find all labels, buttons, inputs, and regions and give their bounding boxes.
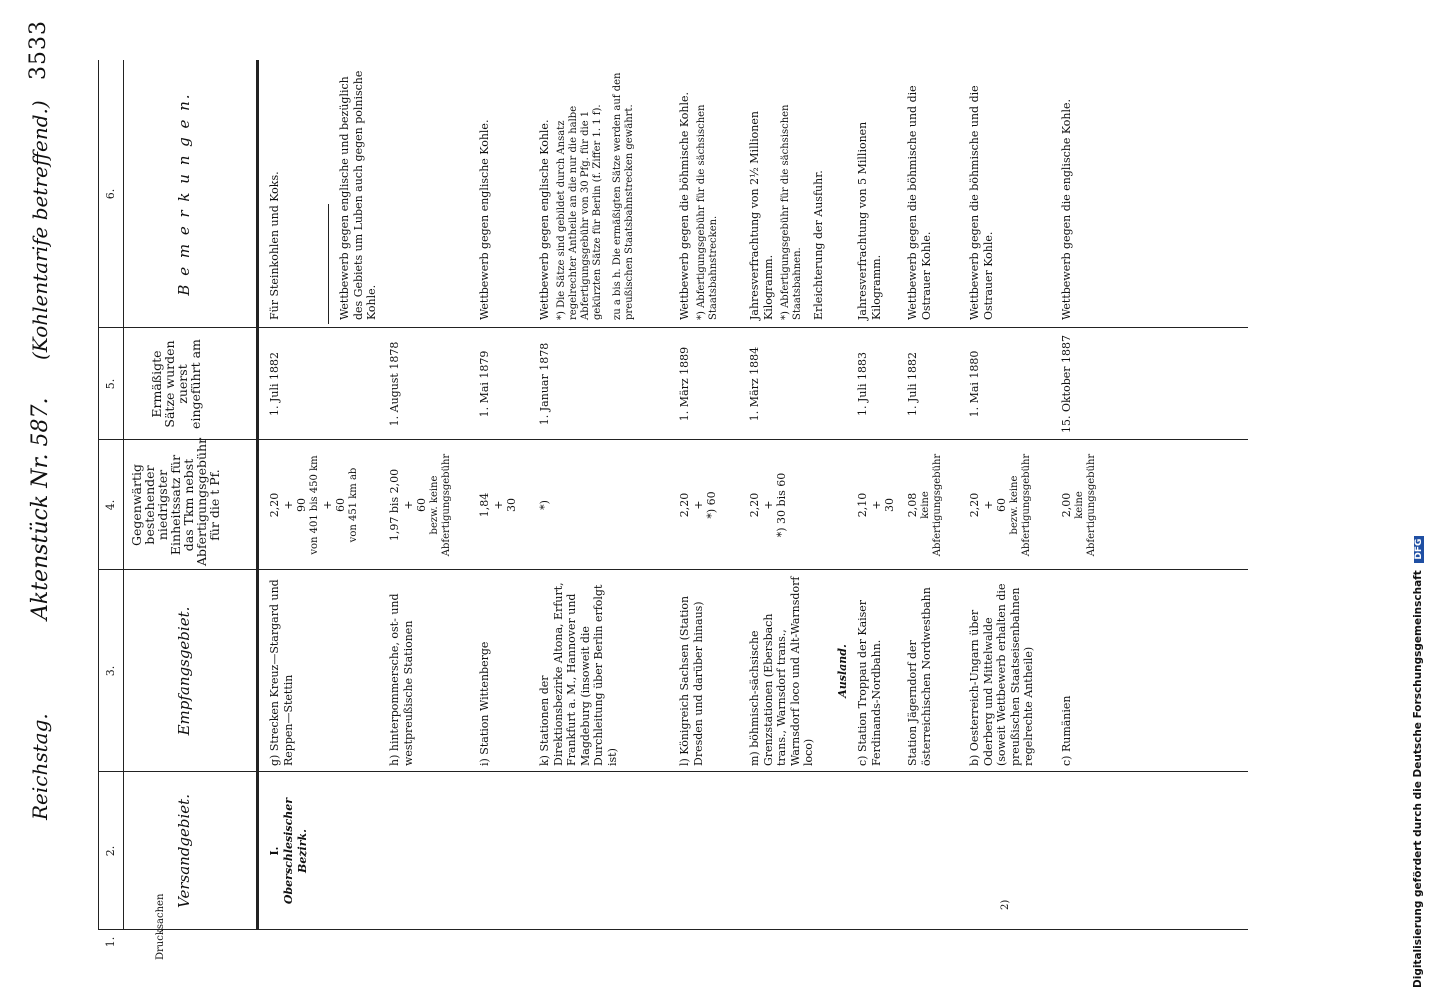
ausland-heading: Ausland. xyxy=(836,644,849,698)
section-number: I. xyxy=(268,846,281,856)
row-jaegerndorf-datum: 1. Juli 1882 xyxy=(906,352,919,417)
row-troppau-datum: 1. Juli 1883 xyxy=(856,352,869,417)
funding-credit-text: Digitalisierung gefördert durch die Deutsche Forschungsgemeinschaft xyxy=(1412,570,1424,988)
header-einheitssatz: Gegenwärtig bestehender niedrigster Einheitssatz für das Tkm nebst Abfertigungsgebühr für die t Pf. xyxy=(129,437,222,566)
row-mark: 2) xyxy=(1000,899,1011,910)
satz-plus: + xyxy=(281,500,295,510)
row-g-satz xyxy=(268,444,360,566)
satz-value: 30 xyxy=(505,498,518,512)
section-title: Oberschlesischer Bezirk. xyxy=(282,797,309,905)
satz-value: 2,20 xyxy=(678,492,691,518)
satz-value: 90 xyxy=(295,498,308,512)
satz-value: 2,20 xyxy=(748,492,761,518)
row-h-empfang: h) hinterpommersche, ost- und westpreußische Stationen xyxy=(388,593,415,766)
row-k-satz: *) xyxy=(538,500,551,510)
header-center: Aktenstück Nr. 587. xyxy=(28,397,53,620)
satz-plus: + xyxy=(761,500,775,510)
satz-plus: + xyxy=(981,500,995,510)
col-divider-3 xyxy=(98,569,1248,570)
col-divider-1 xyxy=(98,929,1248,930)
row-m-bemerkung-1: Jahresverfrachtung von 2½ Millionen Kilogramm. xyxy=(748,111,775,320)
satz-value: 2,08 xyxy=(906,492,919,518)
satz-value: 2,10 xyxy=(856,492,869,518)
row-g-empfang: g) Strecken Kreuz—Stargard und Reppen—Stettin xyxy=(268,579,295,766)
satz-value: 2,00 xyxy=(1060,492,1073,518)
row-k-bemerkung-1: Wettbewerb gegen englische Kohle. xyxy=(538,119,551,320)
header-right: (Kohlentarife betreffend.) xyxy=(28,100,52,360)
satz-value: 1,97 bis 2,00 xyxy=(388,468,401,542)
row-l-datum: 1. März 1889 xyxy=(678,346,691,422)
satz-plus: + xyxy=(401,500,415,510)
row-i-satz xyxy=(478,444,519,566)
row-i-bemerkung: Wettbewerb gegen englische Kohle. xyxy=(478,119,491,320)
row-i-empfang: i) Station Wittenberge xyxy=(478,641,491,766)
satz-value: 60 xyxy=(995,498,1008,512)
row-g-datum: 1. Juli 1882 xyxy=(268,352,281,417)
satz-note: bezw. keine Abfertigungsgebühr xyxy=(428,453,452,557)
satz-value: *) 30 bis 60 xyxy=(775,472,788,538)
row-troppau-satz xyxy=(856,444,897,566)
row-m-empfang: m) böhmisch-sächsische Grenzstationen (Ebersbach trans., Warnsdorf trans., Warnsdorf loco und Alt-Warnsdorf loco) xyxy=(748,576,815,766)
row-k-bemerkung-3: zu a bis h. Die ermäßigten Sätze werden auf den preußischen Staatsbahnstrecken gewährt. xyxy=(612,72,635,320)
satz-value: 60 xyxy=(334,498,347,512)
row-k-empfang: k) Stationen der Direktionsbezirke Altona, Erfurt, Frankfurt a. M., Hannover und Magdeburg (insoweit die Durchleitung über Berlin erfolgt ist) xyxy=(538,582,619,766)
row-rumaenien-satz xyxy=(1060,444,1098,566)
row-troppau-bemerkung: Jahresverfrachtung von 5 Millionen Kilogramm. xyxy=(856,121,883,320)
header-datum: Ermäßigte Sätze wurden zuerst eingeführt am xyxy=(149,339,203,429)
scan-mark: Drucksachen xyxy=(155,893,166,960)
satz-value: 2,20 xyxy=(268,492,281,518)
satz-plus: + xyxy=(320,500,334,510)
col-number-6: 6. xyxy=(104,188,117,200)
row-i-datum: 1. Mai 1879 xyxy=(478,350,491,418)
row-h-satz xyxy=(388,444,453,566)
row-jaegerndorf-bemerkung: Wettbewerb gegen die böhmische und die Ostrauer Kohle. xyxy=(906,85,933,320)
satz-plus: + xyxy=(491,500,505,510)
satz-value: 1,84 xyxy=(478,492,491,518)
row-l-bemerkung-2: *) Abfertigungsgebühr für die sächsischen Staatsbahnstrecken. xyxy=(696,104,719,320)
satz-note: von 401 bis 450 km xyxy=(308,455,320,555)
number-row-rule xyxy=(123,60,124,930)
satz-note: bezw. keine Abfertigungsgebühr xyxy=(1008,453,1032,557)
row-jaegerndorf-satz xyxy=(906,444,944,566)
row-oesterreich-satz xyxy=(968,444,1033,566)
col-number-2: 2. xyxy=(104,845,117,857)
col-number-3: 3. xyxy=(104,665,117,677)
col-number-1: 1. xyxy=(104,936,117,948)
col-divider-5 xyxy=(98,327,1248,328)
row-m-datum: 1. März 1884 xyxy=(748,346,761,422)
row-l-bemerkung-1: Wettbewerb gegen die böhmische Kohle. xyxy=(678,91,691,320)
satz-value: 30 xyxy=(883,498,896,512)
row-g-bemerkung-2: Wettbewerb gegen englische und bezüglich des Gebiets um Luben auch gegen polnische Kohle. xyxy=(338,70,378,320)
satz-note: keine Abfertigungsgebühr xyxy=(1073,453,1097,557)
row-rumaenien-empfang: c) Rumänien xyxy=(1060,695,1073,766)
header-left: Reichstag. xyxy=(28,713,52,820)
col-divider-2 xyxy=(98,771,1248,772)
dfg-logo: DFG xyxy=(1414,536,1424,563)
row-m-bemerkung-2: *) Abfertigungsgebühr für die sächsischen Staatsbahnen. xyxy=(780,104,803,320)
row-k-datum: 1. Januar 1878 xyxy=(538,342,551,426)
row-oesterreich-bemerkung: Wettbewerb gegen die böhmische und die Ostrauer Kohle. xyxy=(968,85,995,320)
row-k-bemerkung-2: *) Die Sätze sind gebildet durch Ansatz regelrechter Antheile an die nur die halbe Abfertigungsgebühr von 30 Pfg. für die 1 gekürzten Sätze für Berlin (f. Ziffer 1. 1 f). xyxy=(556,104,603,320)
row-rumaenien-bemerkung: Wettbewerb gegen die englische Kohle. xyxy=(1060,98,1073,320)
header-bemerkungen: B e m e r k u n g e n. xyxy=(175,92,193,296)
row-troppau-empfang: c) Station Troppau der Kaiser Ferdinands-Nordbahn. xyxy=(856,599,883,766)
col-number-4: 4. xyxy=(104,499,117,511)
row-rumaenien-datum: 15. Oktober 1887 xyxy=(1060,334,1073,434)
col-number-5: 5. xyxy=(104,378,117,390)
header-bottom-rule xyxy=(256,60,259,930)
row-jaegerndorf-empfang: Station Jägerndorf der österreichischen Nordwestbahn xyxy=(906,587,933,766)
satz-note: von 451 km ab xyxy=(347,467,359,543)
row-h-datum: 1. August 1878 xyxy=(388,341,401,427)
row-oesterreich-empfang: b) Oesterreich-Ungarn über Oderberg und Mittelwalde (soweit Wettbewerb erhalten die preußischen Staatseisenbahnen regelrechte Antheile) xyxy=(968,583,1035,766)
top-rule xyxy=(98,60,99,930)
row-m-bemerkung-3: Erleichterung der Ausfuhr. xyxy=(812,170,825,320)
satz-plus: + xyxy=(869,500,883,510)
page-number: 3533 xyxy=(26,20,51,80)
satz-value: *) 60 xyxy=(705,491,718,519)
row-m-satz xyxy=(748,444,789,566)
row-l-empfang: l) Königreich Sachsen (Station Dresden und darüber hinaus) xyxy=(678,595,705,766)
col-divider-4 xyxy=(98,439,1248,440)
header-versandgebiet: Versandgebiet. xyxy=(175,794,193,908)
satz-value: 2,20 xyxy=(968,492,981,518)
satz-value: 60 xyxy=(415,498,428,512)
header-empfangsgebiet: Empfangsgebiet. xyxy=(175,606,193,736)
funding-credit xyxy=(1412,0,1430,1000)
satz-plus: + xyxy=(691,500,705,510)
remark-rule xyxy=(328,204,329,324)
row-oesterreich-datum: 1. Mai 1880 xyxy=(968,350,981,418)
row-g-bemerkung-1: Für Steinkohlen und Koks. xyxy=(268,171,281,320)
funding-credit-strip xyxy=(1410,0,1432,1000)
row-l-satz xyxy=(678,444,719,566)
satz-note: keine Abfertigungsgebühr xyxy=(919,453,943,557)
